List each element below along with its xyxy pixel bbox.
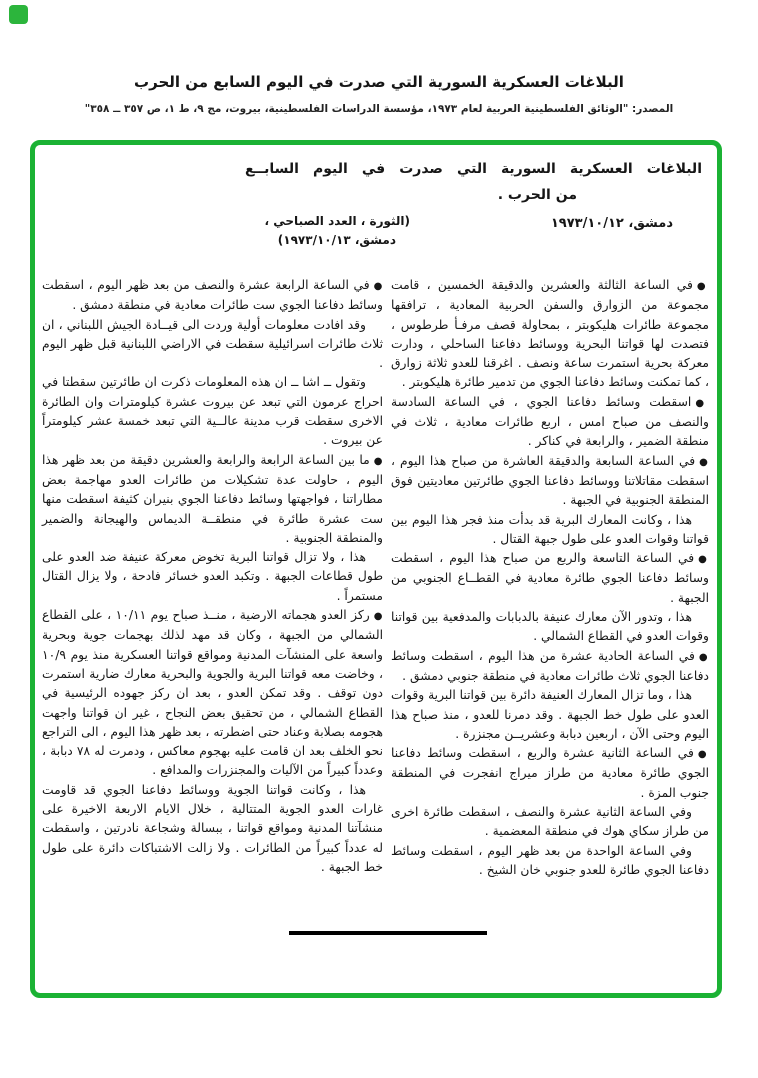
dateline: دمشق، ١٩٧٣/١٠/١٢ xyxy=(550,216,673,231)
paragraph xyxy=(42,548,383,606)
bullet-paragraph xyxy=(391,744,709,803)
paragraph xyxy=(42,373,383,450)
page-title: البلاغات العسكرية السورية التي صدرت في اليوم السابع من الحرب xyxy=(134,73,624,91)
column-left xyxy=(42,276,383,877)
paragraph-text: هذا ، وتدور الآن معارك عنيفة بالدبابات والمدفعية بين قواتنا وقوات العدو في القطاع الشمالي . xyxy=(391,610,709,644)
paragraph-text: اسقطت وسائط دفاعنا الجوي ، في الساعة السادسة والنصف من صباح امس ، اربع طائرات معادية ، ثلاث في منطقة الضمير ، والرابعة في كناكر . xyxy=(391,394,709,449)
paragraph xyxy=(42,781,383,877)
paragraph-text: هذا ، وكانت قواتنا الجوية ووسائط دفاعنا الجوي قد قاومت غارات العدو الجوية المتتالية ، خلال الايام الاربعة الاخيرة على منشآتنا المدنية ومواقع قواتنا ، ببسالة وشجاعة نادرتين ، واسقطت له عدداً كبيراً من الطائرات . ولا زالت الاشتباكات دائرة على طول خط الجبهة . xyxy=(42,782,383,874)
communique-heading-line2: من الحرب . xyxy=(497,187,577,203)
paragraph-text: وفي الساعة الواحدة من بعد ظهر اليوم ، اسقطت وسائط دفاعنا الجوي طائرة للعدو جنوبي خان الشيخ . xyxy=(391,843,709,877)
paragraph-text: في الساعة الثانية عشرة والربع ، اسقطت وسائط دفاعنا الجوي طائرة معادية من طراز ميراج انفجرت في المنطقة جنوب المزة . xyxy=(391,746,709,800)
bullet-icon: ● xyxy=(373,281,383,292)
communique-heading-line1: البلاغات العسكرية السورية التي صدرت في اليوم السابــع xyxy=(245,161,702,177)
bullet-icon: ● xyxy=(697,749,709,761)
paragraph-text: وتقول ــ اشا ــ ان هذه المعلومات ذكرت ان طائرتين سقطتا في احراج عرمون التي تبعد عن بيروت عشرة كيلومترات وان الطائرة الاخرى سقطت قرب مدينة عالــية التي تبعد خمسة عشر كيلومتراً عن بيروت . xyxy=(42,375,383,448)
bullet-icon: ● xyxy=(695,397,709,409)
publication-citation xyxy=(265,212,410,250)
source-citation: المصدر: "الوثائق الفلسطينية العربية لعام ١٩٧٣، مؤسسة الدراسات الفلسطينية، بيروت، مج ٩، ط ١، ص ٣٥٧ ــ ٣٥٨" xyxy=(84,103,674,115)
paragraph xyxy=(391,686,709,744)
bullet-icon: ● xyxy=(373,455,383,467)
column-right xyxy=(391,276,709,880)
bullet-paragraph xyxy=(42,451,383,548)
paragraph-text: في الساعة الحادية عشرة من هذا اليوم ، اسقطت وسائط دفاعنا الجوي ثلاث طائرات معادية في منطقة جنوبي دمشق . xyxy=(391,648,709,683)
paragraph-text: ركز العدو هجماته الارضية ، منــذ صباح يوم ١٠/١١ ، على القطاع الشمالي من الجبهة ، وكان قد مهد لذلك بهجمات جوية وبحرية واسعة على المنشآت المدنية ومواقع قواتنا العسكرية منذ يوم ١٠/٩ ، وخاضت معه قواتنا البرية والجوية والبحرية معارك ضارية استمرت دون توقف . وقد تمكن العدو ، بعد ان ركز جهوده الرئيسية في القطاع الشمالي ، من تحقيق بعض النجاح ، غير ان قواتنا واجهت هجومه بصلابة وعناد حتى اضطرته ، بعد ظهر هذا اليوم ، الى التراجع نحو الخلف بعد ان قامت عليه بهجوم معاكس ، ودمرت له ٧٨ دبابة ، وعدداً كبيراً من الآليات والمجنزرات والمدافع . xyxy=(42,608,384,778)
bullet-paragraph xyxy=(391,393,709,452)
paragraph-text: هذا ، وما تزال المعارك العنيفة دائرة بين قواتنا البرية وقوات العدو على طول خط الجبهة . وقد دمرنا للعدو ، منذ صباح هذا اليوم وحتى الآن ، اربعين دبابة وعشريــن مجنزرة . xyxy=(391,688,709,741)
bullet-paragraph xyxy=(391,452,709,511)
paragraph-text: وقد افادت معلومات أولية وردت الى قيــادة الجيش اللبناني ، ان ثلاث طائرات اسرائيلية سقطت في الاراضي اللبنانية قبل ظهر اليوم . xyxy=(42,317,383,371)
paragraph-text: في الساعة الرابعة عشرة والنصف من بعد ظهر اليوم ، اسقطت وسائط دفاعنا الجوي ست طائرات معادية في منطقة دمشق . xyxy=(42,278,383,313)
bullet-paragraph xyxy=(391,647,709,687)
bullet-icon: ● xyxy=(698,554,709,566)
divider-rule xyxy=(289,931,487,935)
corner-green-square xyxy=(9,5,28,24)
paragraph xyxy=(391,842,709,881)
paragraph-text: ما بين الساعة الرابعة والرابعة والعشرين دقيقة من بعد ظهر هذا اليوم ، حاولت عدة تشكيلات من طائرات العدو مهاجمة بعض مطاراتنا ، فواجهتها وسائط دفاعنا الجوي بنيران كثيفة اسقطت منها ست عشرة طائرة في منطقــة الديماس والهيجانة والضمير والمنطقة الجنوبية . xyxy=(42,452,383,545)
paragraph-text: في الساعة التاسعة والربع من صباح هذا اليوم ، اسقطت وسائط دفاعنا الجوي طائرة معادية في القطــاع الجنوبي من الجبهة . xyxy=(391,551,709,605)
bullet-paragraph xyxy=(391,549,709,608)
bullet-icon: ● xyxy=(699,456,709,468)
paragraph-text: هذا ، ولا تزال قواتنا البرية تخوض معركة عنيفة ضد العدو على طول قطاعات الجبهة . وتكبد العدو خسائر فادحة ، ولا يزال القتال مستمراً . xyxy=(42,550,383,603)
bullet-paragraph xyxy=(42,606,383,781)
paragraph xyxy=(391,803,709,842)
bullet-icon: ● xyxy=(696,281,709,292)
paragraph xyxy=(42,316,383,374)
green-frame xyxy=(30,140,722,998)
bullet-paragraph xyxy=(391,276,709,393)
paragraph-text: وفي الساعة الثانية عشرة والنصف ، اسقطت طائرة اخرى من طراز سكاي هوك في منطقة المعضمية . xyxy=(391,805,709,839)
paragraph-text: هذا ، وكانت المعارك البرية قد بدأت منذ فجر هذا اليوم بين قواتنا وقوات العدو على طول جبهة القتال . xyxy=(391,512,709,546)
paragraph xyxy=(391,511,709,550)
paragraph xyxy=(391,608,709,647)
paragraph-text: في الساعة السابعة والدقيقة العاشرة من صباح هذا اليوم ، اسقطت مقاتلاتنا ووسائط دفاعنا الجوي طائرتين معاديتين فوق المنطقة الجنوبية في الجبهة . xyxy=(391,453,709,508)
publication-citation-line1: (الثورة ، العدد الصباحي ، xyxy=(264,214,410,228)
bullet-paragraph xyxy=(42,276,383,316)
bullet-icon: ● xyxy=(698,651,709,663)
publication-citation-line2: دمشق، ١٩٧٣/١٠/١٣) xyxy=(277,233,396,247)
paragraph-text: في الساعة الثالثة والعشرين والدقيقة الخمسين ، قامت مجموعة من الزوارق والسفن الحربية المعادية ، ترافقها مجموعة طائرات هليكوبتر ، بمحاولة قصف مرفـأ طرطوس ، فتصدت لها قواتنا البحرية ووسائط دفاعنا الساحلي ، ودارت معركة بحرية استمرت ساعة ونصف . اغرقنا للعدو ثلاثة زوارق ، كما تمكنت وسائط دفاعنا الجوي من تدمير طائرة هليكوبتر . xyxy=(391,278,709,390)
bullet-icon: ● xyxy=(373,611,383,623)
